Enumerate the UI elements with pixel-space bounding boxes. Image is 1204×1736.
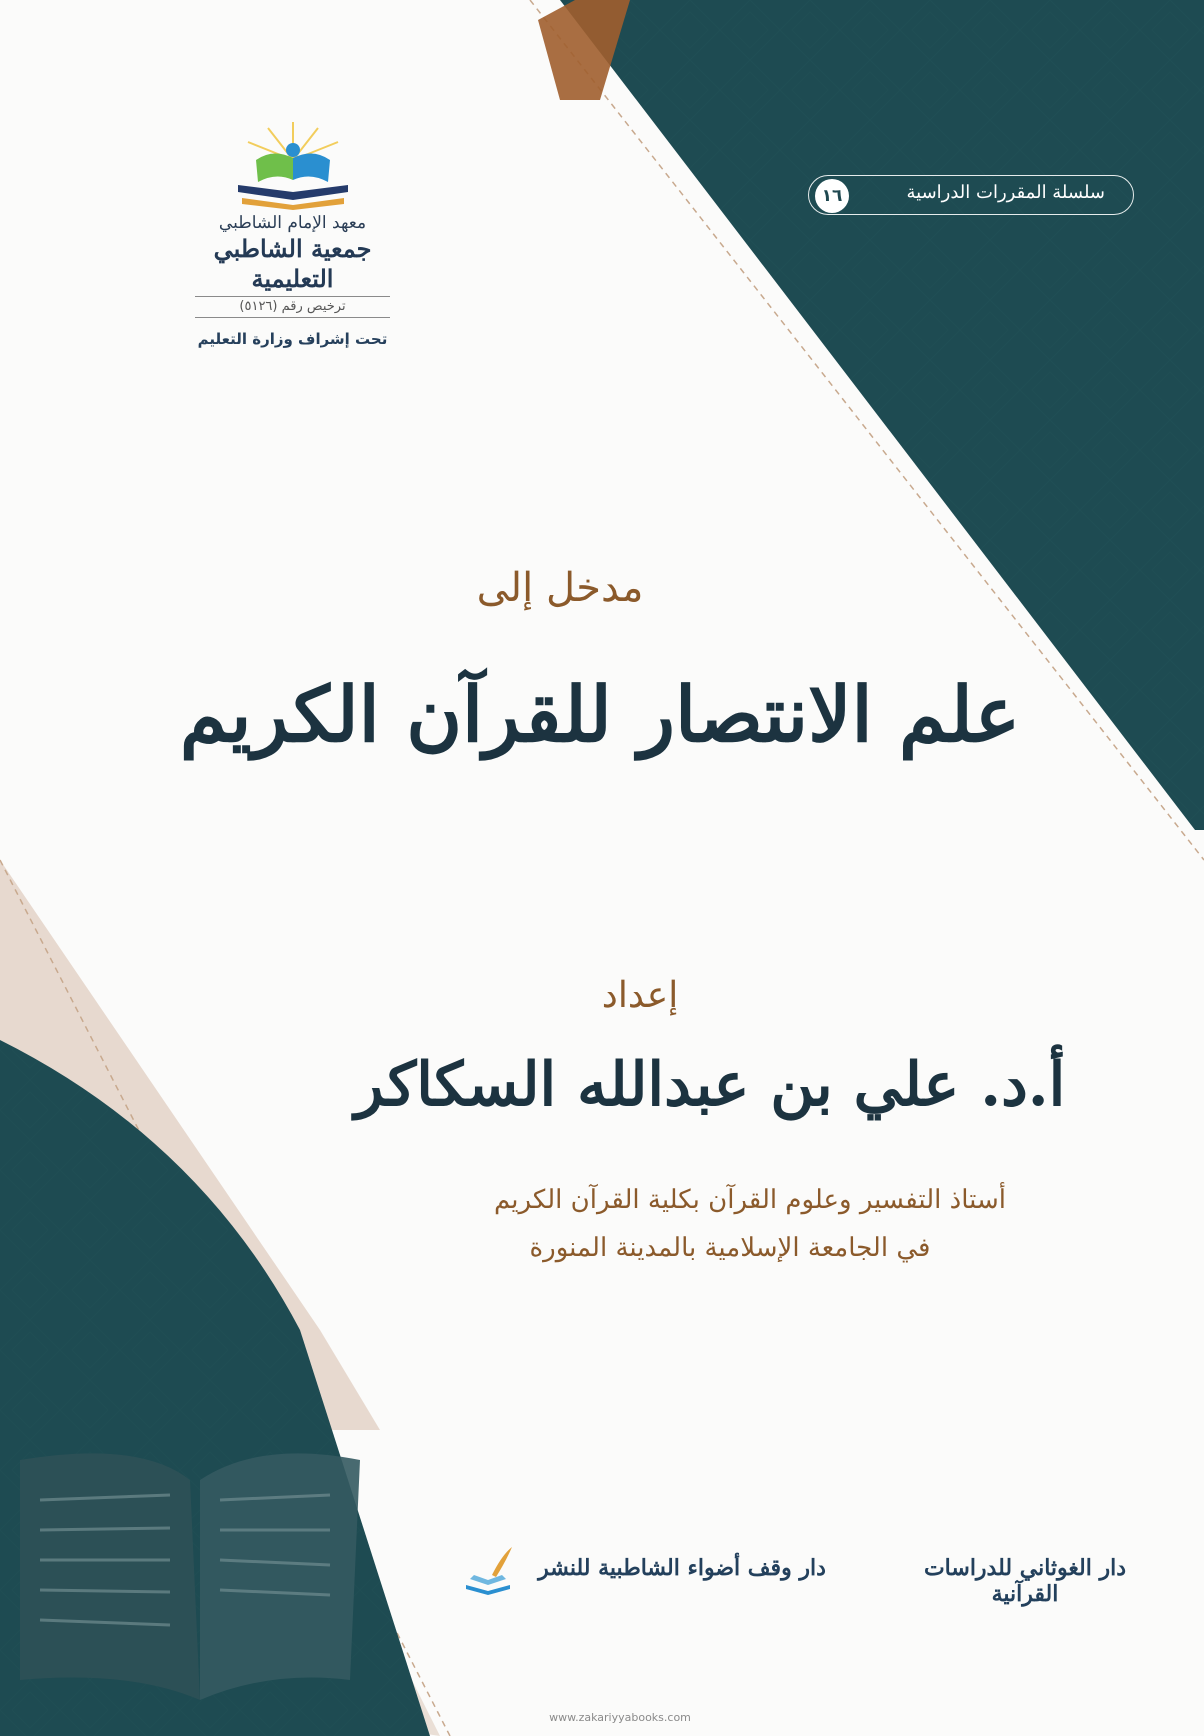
publisher-adwaa	[462, 1545, 847, 1595]
series-label: سلسلة المقررات الدراسية	[906, 182, 1105, 203]
author-affiliation-line2: في الجامعة الإسلامية بالمدينة المنورة	[529, 1233, 931, 1263]
supervision-text: تحت إشراف وزارة التعليم	[197, 330, 388, 348]
association-name: جمعية الشاطبي التعليمية	[213, 234, 372, 293]
website-watermark: www.zakariyyabooks.com	[549, 1711, 691, 1724]
author-name: أ.د. علي بن عبدالله السكاكر	[354, 1050, 1066, 1120]
open-book-logo-icon	[228, 120, 358, 210]
series-badge	[808, 175, 1134, 215]
open-book-image	[0, 1400, 440, 1736]
book-pen-logo-icon	[462, 1545, 514, 1595]
publisher-ghouthani: دار الغوثاني للدراسات القرآنية	[923, 1555, 1127, 1607]
association-logo	[185, 120, 400, 360]
prepared-by-label: إعداد	[601, 975, 679, 1016]
book-title: علم الانتصار للقرآن الكريم	[179, 670, 1021, 759]
institute-name: معهد الإمام الشاطبي	[218, 213, 367, 233]
license-number: ترخيص رقم (٥١٢٦)	[195, 296, 390, 318]
publisher-adwaa-name: دار وقف أضواء الشاطبية للنشر	[538, 1555, 826, 1581]
series-number: ١٦	[815, 179, 849, 213]
author-affiliation-line1: أستاذ التفسير وعلوم القرآن بكلية القرآن الكريم	[494, 1185, 1006, 1215]
book-pre-title: مدخل إلى	[476, 565, 644, 611]
